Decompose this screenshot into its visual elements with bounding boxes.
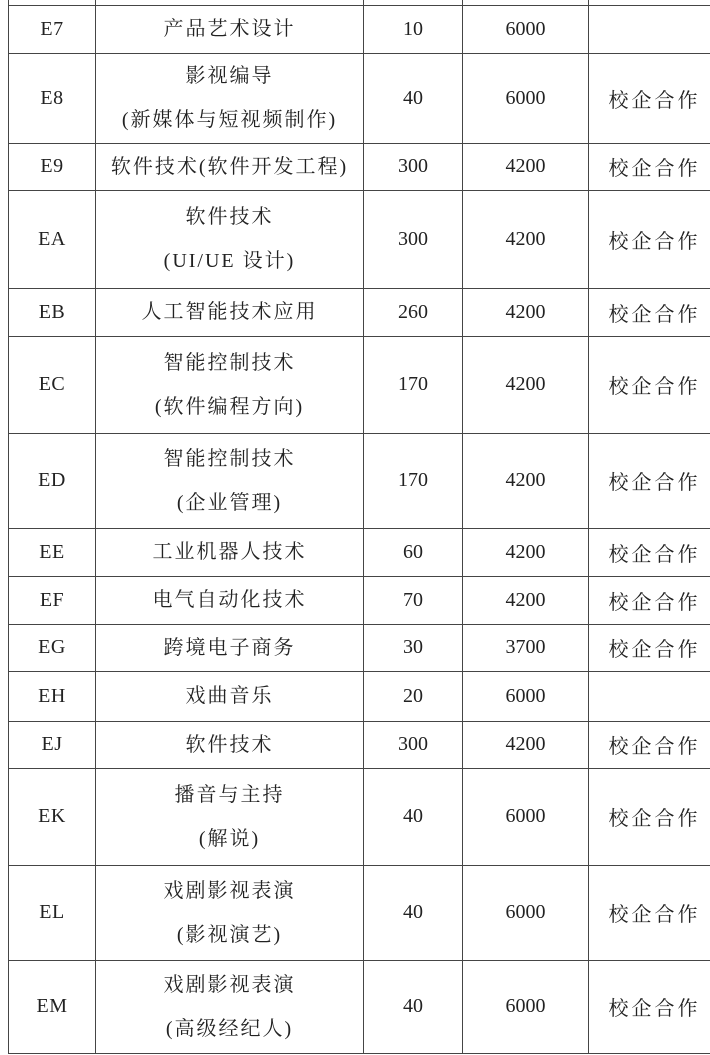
quota-cell: 20	[364, 671, 463, 721]
major-subname: (企业管理)	[176, 491, 283, 514]
major-name: 影视编导	[185, 65, 274, 87]
tuition-cell: 6000	[463, 53, 589, 143]
major-cell	[96, 288, 364, 336]
tuition-cell: 6000	[463, 768, 589, 865]
major-cell	[96, 143, 364, 190]
table-row	[9, 5, 710, 53]
note-cell: 校企合作	[589, 433, 710, 528]
code-cell: E8	[9, 53, 96, 143]
major-cell	[96, 190, 364, 288]
major-subname: (高级经纪人)	[165, 1017, 294, 1040]
code-cell: EE	[9, 528, 96, 576]
table-row	[9, 190, 710, 288]
code-cell: EJ	[9, 721, 96, 768]
major-cell	[96, 336, 364, 433]
quota-cell: 30	[364, 624, 463, 671]
table-row	[9, 624, 710, 671]
major-name: 智能控制技术	[163, 447, 296, 470]
quota-cell: 300	[364, 143, 463, 190]
quota-cell: 40	[364, 768, 463, 865]
tuition-cell: 6000	[463, 5, 589, 53]
tuition-cell: 4200	[463, 576, 589, 624]
table-row	[9, 433, 710, 528]
quota-cell: 300	[364, 190, 463, 288]
tuition-cell: 4200	[463, 190, 589, 288]
code-cell: ED	[9, 433, 96, 528]
note-cell: 校企合作	[589, 288, 710, 336]
tuition-cell: 6000	[463, 671, 589, 721]
major-subname: (解说)	[198, 827, 261, 850]
note-cell: 校企合作	[589, 960, 710, 1053]
major-cell	[96, 768, 364, 865]
major-name: 播音与主持	[174, 783, 285, 806]
quota-cell: 170	[364, 336, 463, 433]
major-cell	[96, 576, 364, 624]
note-cell	[589, 5, 710, 53]
major-cell	[96, 53, 364, 143]
note-cell: 校企合作	[589, 768, 710, 865]
code-cell: EF	[9, 576, 96, 624]
major-cell	[96, 528, 364, 576]
tuition-cell: 4200	[463, 143, 589, 190]
table-row	[9, 671, 710, 721]
table-row	[9, 528, 710, 576]
note-cell: 校企合作	[589, 190, 710, 288]
quota-cell: 40	[364, 865, 463, 960]
table-row	[9, 53, 710, 143]
major-name: 戏曲音乐	[185, 685, 274, 707]
major-subname: (UI/UE 设计)	[163, 250, 296, 272]
note-cell: 校企合作	[589, 53, 710, 143]
major-cell	[96, 671, 364, 721]
code-cell: EM	[9, 960, 96, 1053]
note-cell	[589, 671, 710, 721]
code-cell: E9	[9, 143, 96, 190]
major-subname: (软件编程方向)	[154, 395, 305, 418]
tuition-cell: 4200	[463, 288, 589, 336]
note-cell: 校企合作	[589, 528, 710, 576]
major-subname: (影视演艺)	[176, 923, 283, 946]
code-cell: EG	[9, 624, 96, 671]
major-name: 人工智能技术应用	[141, 301, 318, 323]
note-cell: 校企合作	[589, 624, 710, 671]
code-cell: EK	[9, 768, 96, 865]
note-cell: 校企合作	[589, 865, 710, 960]
table-row	[9, 865, 710, 960]
quota-cell: 10	[364, 5, 463, 53]
major-name: 工业机器人技术	[152, 541, 307, 563]
major-cell	[96, 624, 364, 671]
tuition-cell: 3700	[463, 624, 589, 671]
table-row	[9, 768, 710, 865]
major-name: 软件技术	[185, 206, 274, 228]
quota-cell: 40	[364, 960, 463, 1053]
code-cell: EL	[9, 865, 96, 960]
tuition-cell: 4200	[463, 528, 589, 576]
table-row	[9, 288, 710, 336]
table-row	[9, 143, 710, 190]
quota-cell: 60	[364, 528, 463, 576]
tuition-cell: 6000	[463, 865, 589, 960]
major-name: 智能控制技术	[163, 351, 296, 374]
major-name: 软件技术(软件开发工程)	[110, 155, 349, 178]
note-cell: 校企合作	[589, 336, 710, 433]
major-name: 戏剧影视表演	[163, 973, 296, 996]
quota-cell: 300	[364, 721, 463, 768]
quota-cell: 170	[364, 433, 463, 528]
tuition-cell: 4200	[463, 721, 589, 768]
major-name: 软件技术	[185, 733, 274, 756]
code-cell: EH	[9, 671, 96, 721]
tuition-cell: 6000	[463, 960, 589, 1053]
major-name: 产品艺术设计	[163, 18, 296, 40]
major-cell	[96, 721, 364, 768]
tuition-cell: 4200	[463, 336, 589, 433]
major-cell	[96, 5, 364, 53]
quota-cell: 260	[364, 288, 463, 336]
major-name: 电气自动化技术	[152, 589, 307, 611]
major-name: 跨境电子商务	[163, 636, 296, 659]
table-row	[9, 336, 710, 433]
major-cell	[96, 960, 364, 1053]
note-cell: 校企合作	[589, 721, 710, 768]
major-name: 戏剧影视表演	[163, 879, 296, 902]
note-cell: 校企合作	[589, 576, 710, 624]
major-subname: (新媒体与短视频制作)	[121, 109, 338, 131]
quota-cell: 70	[364, 576, 463, 624]
major-cell	[96, 433, 364, 528]
tuition-cell: 4200	[463, 433, 589, 528]
code-cell: EC	[9, 336, 96, 433]
quota-cell: 40	[364, 53, 463, 143]
code-cell: EB	[9, 288, 96, 336]
major-cell	[96, 865, 364, 960]
code-cell: EA	[9, 190, 96, 288]
table-row	[9, 960, 710, 1053]
note-cell: 校企合作	[589, 143, 710, 190]
table-row	[9, 721, 710, 768]
table-row	[9, 576, 710, 624]
code-cell: E7	[9, 5, 96, 53]
enrollment-plan-table	[8, 0, 710, 1054]
